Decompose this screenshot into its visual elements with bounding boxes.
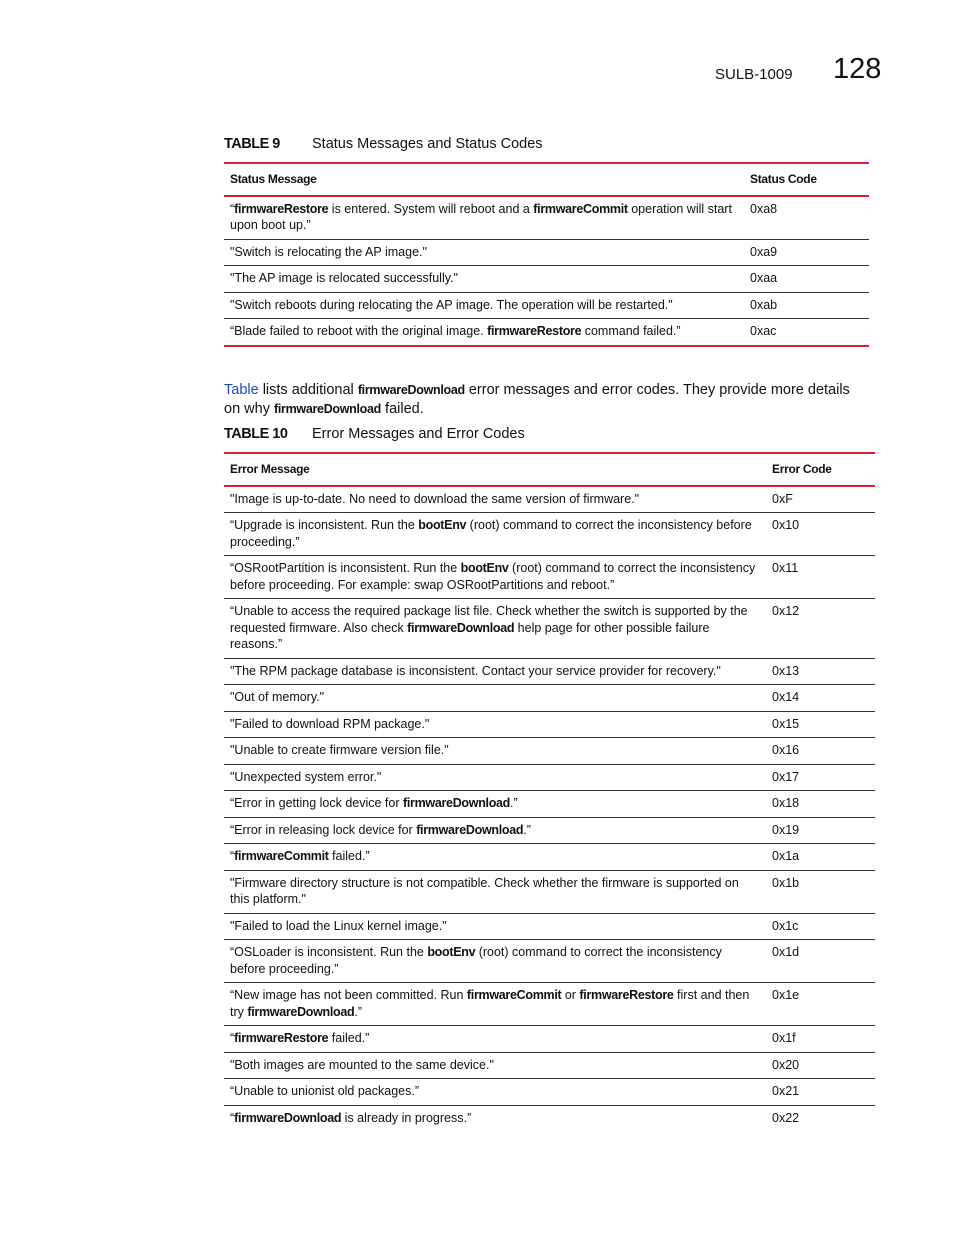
message-cell [224,685,766,712]
message-text: failed.” [328,1031,370,1045]
code-cell: 0x1e [766,983,875,1026]
message-text: first and then try [230,988,750,1019]
code-cell: 0x15 [766,711,875,738]
command-name: bootEnv [460,561,509,575]
message-text: (root) command to correct the inconsistency before proceeding.” [230,945,722,976]
message-cell [224,1052,766,1079]
error-row [224,738,875,765]
status-table [224,162,869,347]
error-row [224,870,875,913]
code-cell: 0x1f [766,1026,875,1053]
message-text: “Unable to unionist old packages.” [230,1084,420,1098]
intro-paragraph [224,381,864,419]
code-cell: 0xa8 [744,196,869,240]
message-text: “Upgrade is inconsistent. Run the [230,518,419,532]
code-cell: 0x1c [766,913,875,940]
message-text: "The AP image is relocated successfully." [230,271,458,285]
document-id: SULB-1009 [715,66,793,83]
message-text: error messages and error codes. They provide more details on why [224,382,850,417]
message-cell [224,711,766,738]
command-name: firmwareRestore [487,324,582,338]
message-cell [224,764,766,791]
error-row [224,791,875,818]
paragraph-text [224,382,850,417]
message-text: "Switch reboots during relocating the AP image. The operation will be restarted." [230,297,673,312]
error-row [224,913,875,940]
message-text: “Error in releasing lock device for [230,822,417,837]
message-text: “ [230,201,235,216]
code-cell: 0xa9 [744,239,869,266]
message-cell [224,983,766,1026]
chapter-number: 128 [833,53,882,85]
message-cell [224,817,766,844]
message-text: “New image has not been committed. Run [230,988,467,1002]
message-text: "Firmware directory structure is not compatible. Check whether the firmware is supported on this platform." [230,875,739,906]
code-cell: 0x1b [766,870,875,913]
message-cell [224,266,744,293]
message-cell [224,844,766,871]
table10-label: TABLE 10 [224,426,288,442]
message-text: "Both images are mounted to the same device." [230,1057,494,1072]
message-text: "Out of memory." [230,690,325,704]
message-text: "Unexpected system error." [230,769,382,784]
message-text: help page for other possible failure reasons.” [230,620,710,651]
command-name: firmwareDownload [357,383,465,397]
error-row [224,983,875,1026]
command-name: firmwareDownload [247,1004,355,1019]
code-cell: 0x1d [766,940,875,983]
message-text: failed. [381,401,424,417]
command-name: firmwareRestore [234,1031,329,1045]
command-name: firmwareCommit [234,849,329,863]
table9-title: Status Messages and Status Codes [312,136,543,152]
message-text: (root) command to correct the inconsistency before proceeding. For example: swap OSRootPartitions and reboot.” [230,561,756,592]
command-name: firmwareDownload [416,822,524,837]
message-cell [224,1026,766,1053]
error-row [224,940,875,983]
message-cell [224,599,766,659]
message-cell [224,738,766,765]
status-code-header: Status Code [750,172,817,186]
code-cell: 0x1a [766,844,875,871]
error-row [224,1052,875,1079]
code-cell: 0x14 [766,685,875,712]
code-cell: 0xaa [744,266,869,293]
code-cell: 0x16 [766,738,875,765]
code-cell: 0x17 [766,764,875,791]
message-cell [224,292,744,319]
error-row [224,817,875,844]
message-text: is already in progress.” [341,1110,472,1125]
message-text: (root) command to correct the inconsistency before proceeding.” [230,518,752,549]
command-name: firmwareDownload [273,402,382,416]
message-text: .” [510,796,518,810]
status-table-header [224,163,869,196]
error-code-header: Error Code [772,462,832,476]
error-row [224,556,875,599]
status-row [224,239,869,266]
message-text: “ [230,849,235,863]
code-cell: 0xF [766,486,875,513]
error-row [224,486,875,513]
message-cell [224,1105,766,1131]
message-text: failed.” [328,849,370,863]
code-cell: 0xac [744,319,869,346]
message-cell [224,239,744,266]
message-cell [224,556,766,599]
message-cell [224,486,766,513]
command-name: firmwareDownload [234,1110,342,1125]
message-cell [224,791,766,818]
error-table [224,452,875,1131]
message-text: “OSLoader is inconsistent. Run the [230,945,428,959]
error-row [224,764,875,791]
message-text: “ [230,1110,235,1125]
table9-label: TABLE 9 [224,136,280,152]
message-text: "Failed to download RPM package." [230,716,430,731]
error-row [224,599,875,659]
message-text: or [561,988,580,1002]
status-row [224,266,869,293]
code-cell: 0x19 [766,817,875,844]
message-text: .” [523,822,531,837]
error-row [224,711,875,738]
code-cell: 0x13 [766,658,875,685]
message-text: .” [354,1004,363,1019]
message-text: "Image is up-to-date. No need to download the same version of firmware." [230,491,640,506]
code-cell: 0x22 [772,1110,800,1125]
message-cell [224,1079,766,1106]
code-cell: 0xab [744,292,869,319]
message-cell [224,913,766,940]
message-text: operation will start upon boot up.” [230,201,732,232]
error-message-header: Error Message [230,462,310,476]
message-text: “ [230,1031,235,1045]
message-text: is entered. System will reboot and a [328,201,534,216]
message-cell [224,940,766,983]
command-name: bootEnv [418,518,467,532]
code-cell: 0x21 [766,1079,875,1106]
message-text: “Blade failed to reboot with the original image. [230,324,488,338]
command-name: firmwareDownload [403,796,511,810]
command-name: firmwareRestore [579,988,674,1002]
message-text: "Unable to create firmware version file." [230,743,449,757]
message-cell [224,870,766,913]
error-row [224,513,875,556]
status-row [224,319,869,346]
command-name: firmwareCommit [466,988,562,1002]
message-text: "Failed to load the Linux kernel image." [230,918,447,933]
status-row [224,292,869,319]
command-name: bootEnv [427,945,476,959]
error-row [224,1079,875,1106]
message-text: command failed.” [581,324,681,338]
status-row [224,196,869,240]
code-cell: 0x10 [766,513,875,556]
table10-caption [224,426,525,442]
error-row [224,685,875,712]
table-link[interactable]: Table [224,382,259,398]
error-row [224,1105,875,1131]
message-text: "The RPM package database is inconsistent. Contact your service provider for recovery." [230,663,721,678]
message-cell [224,319,744,346]
command-name: firmwareCommit [533,201,628,216]
code-cell: 0x18 [766,791,875,818]
message-text: “Error in getting lock device for [230,796,403,810]
error-table-header [224,453,875,486]
command-name: firmwareRestore [234,201,329,216]
code-cell: 0x12 [766,599,875,659]
message-cell [224,513,766,556]
error-row [224,658,875,685]
error-row [224,844,875,871]
code-cell: 0x11 [766,556,875,599]
command-name: firmwareDownload [407,620,515,635]
message-text: "Switch is relocating the AP image." [230,244,427,259]
message-text: “Unable to access the required package list file. Check whether the switch is supported by the requested firmware. Also check [230,604,748,635]
table10-title: Error Messages and Error Codes [312,426,525,442]
message-text: “OSRootPartition is inconsistent. Run the [230,561,461,575]
message-cell [224,658,766,685]
error-row [224,1026,875,1053]
code-cell: 0x20 [766,1052,875,1079]
message-text: lists additional [258,382,358,398]
message-cell [224,196,744,240]
status-message-header: Status Message [230,172,317,186]
table9-caption [224,136,543,152]
